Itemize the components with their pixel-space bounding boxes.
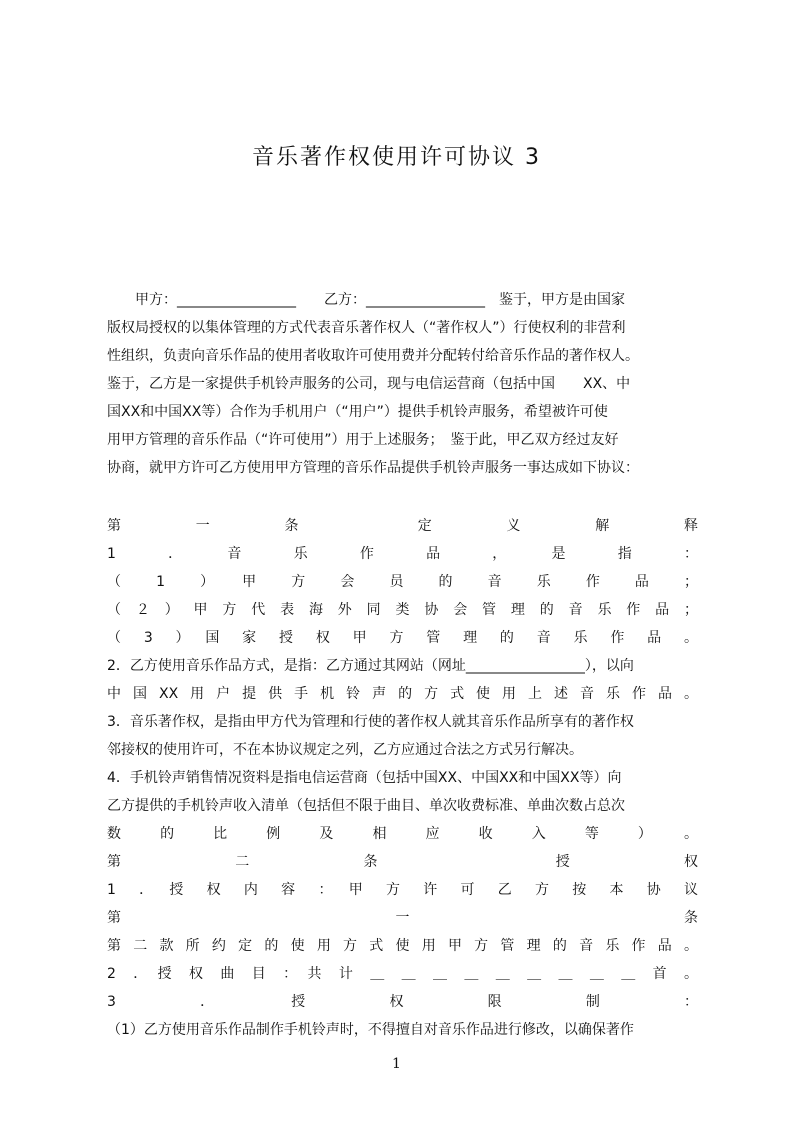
body-line: （1）乙方使用音乐作品制作手机铃声时，不得擅自对音乐作品进行修改，以确保著作 bbox=[107, 1022, 634, 1038]
body-line: 2 ． 授 权 曲 目 ： 共 计 ＿ ＿ ＿ ＿ ＿ ＿ ＿ ＿ ＿ 首 。 bbox=[107, 966, 698, 982]
intro-line: 国XX和中国XX等）合作为手机用户（“用户”）提供手机铃声服务，希望被许可使 bbox=[107, 404, 608, 420]
body-line: （ 1 ） 甲 方 会 员 的 音 乐 作 品 ； bbox=[107, 574, 698, 590]
page-number: 1 bbox=[392, 1056, 401, 1072]
paragraph-gap bbox=[107, 482, 698, 512]
article-heading: 第 二 条 授 权 bbox=[107, 854, 698, 870]
body-line: 1 ． 音 乐 作 品 ， 是 指 ： bbox=[107, 546, 698, 562]
body-line: 第二款所约定的使用方式使用甲方管理的音乐作品。 bbox=[107, 938, 698, 954]
body-line: 2．乙方使用音乐作品方式，是指：乙方通过其网站（网址_________________），以向 bbox=[107, 658, 634, 674]
intro-line: 用甲方管理的音乐作品（“许可使用”）用于上述服务； 鉴于此，甲乙双方经过友好 bbox=[107, 432, 619, 448]
intro-line: 鉴于，乙方是一家提供手机铃声服务的公司，现与电信运营商（包括中国 XX、中 bbox=[107, 376, 631, 392]
intro-line: 协商，就甲方许可乙方使用甲方管理的音乐作品提供手机铃声服务一事达成如下协议： bbox=[107, 460, 639, 476]
body-line: 3 ． 授 权 限 制 ： bbox=[107, 994, 698, 1010]
body-line: 4．手机铃声销售情况资料是指电信运营商（包括中国XX、中国XX和中国XX等）向 bbox=[107, 770, 622, 786]
body-line: 中国XX用户提供手机铃声的方式使用上述音乐作品。 bbox=[107, 686, 698, 702]
body-line: 第 一 条 bbox=[107, 910, 698, 926]
body-line: 邻接权的使用许可，不在本协议规定之列，乙方应通过合法之方式另行解决。 bbox=[107, 742, 583, 758]
document-body bbox=[107, 286, 698, 1038]
intro-line: 性组织，负责向音乐作品的使用者收取许可使用费并分配转付给音乐作品的著作权人。 bbox=[107, 348, 639, 364]
body-line: （２）甲方代表海外同类协会管理的音乐作品； bbox=[107, 602, 698, 618]
document-title: 音乐著作权使用许可协议 3 bbox=[252, 145, 541, 170]
body-line: 1 ． 授 权 内 容 ： 甲 方 许 可 乙 方 按 本 协 议 bbox=[107, 882, 698, 898]
body-line: 数 的 比 例 及 相 应 收 入 等 ） 。 bbox=[107, 826, 698, 842]
body-line: 3．音乐著作权，是指由甲方代为管理和行使的著作权人就其音乐作品所享有的著作权 bbox=[107, 714, 634, 730]
body-line: （ 3 ） 国 家 授 权 甲 方 管 理 的 音 乐 作 品 。 bbox=[107, 630, 698, 646]
intro-line: 甲方：_________________ 乙方：_________________ 鉴于，甲方是由国家 bbox=[107, 292, 625, 308]
article-heading: 第 一 条 定 义 解 释 bbox=[107, 518, 698, 534]
intro-line: 版权局授权的以集体管理的方式代表音乐著作权人（“著作权人”）行使权利的非营利 bbox=[107, 320, 626, 336]
body-line: 乙方提供的手机铃声收入清单（包括但不限于曲目、单次收费标准、单曲次数占总次 bbox=[107, 798, 625, 814]
